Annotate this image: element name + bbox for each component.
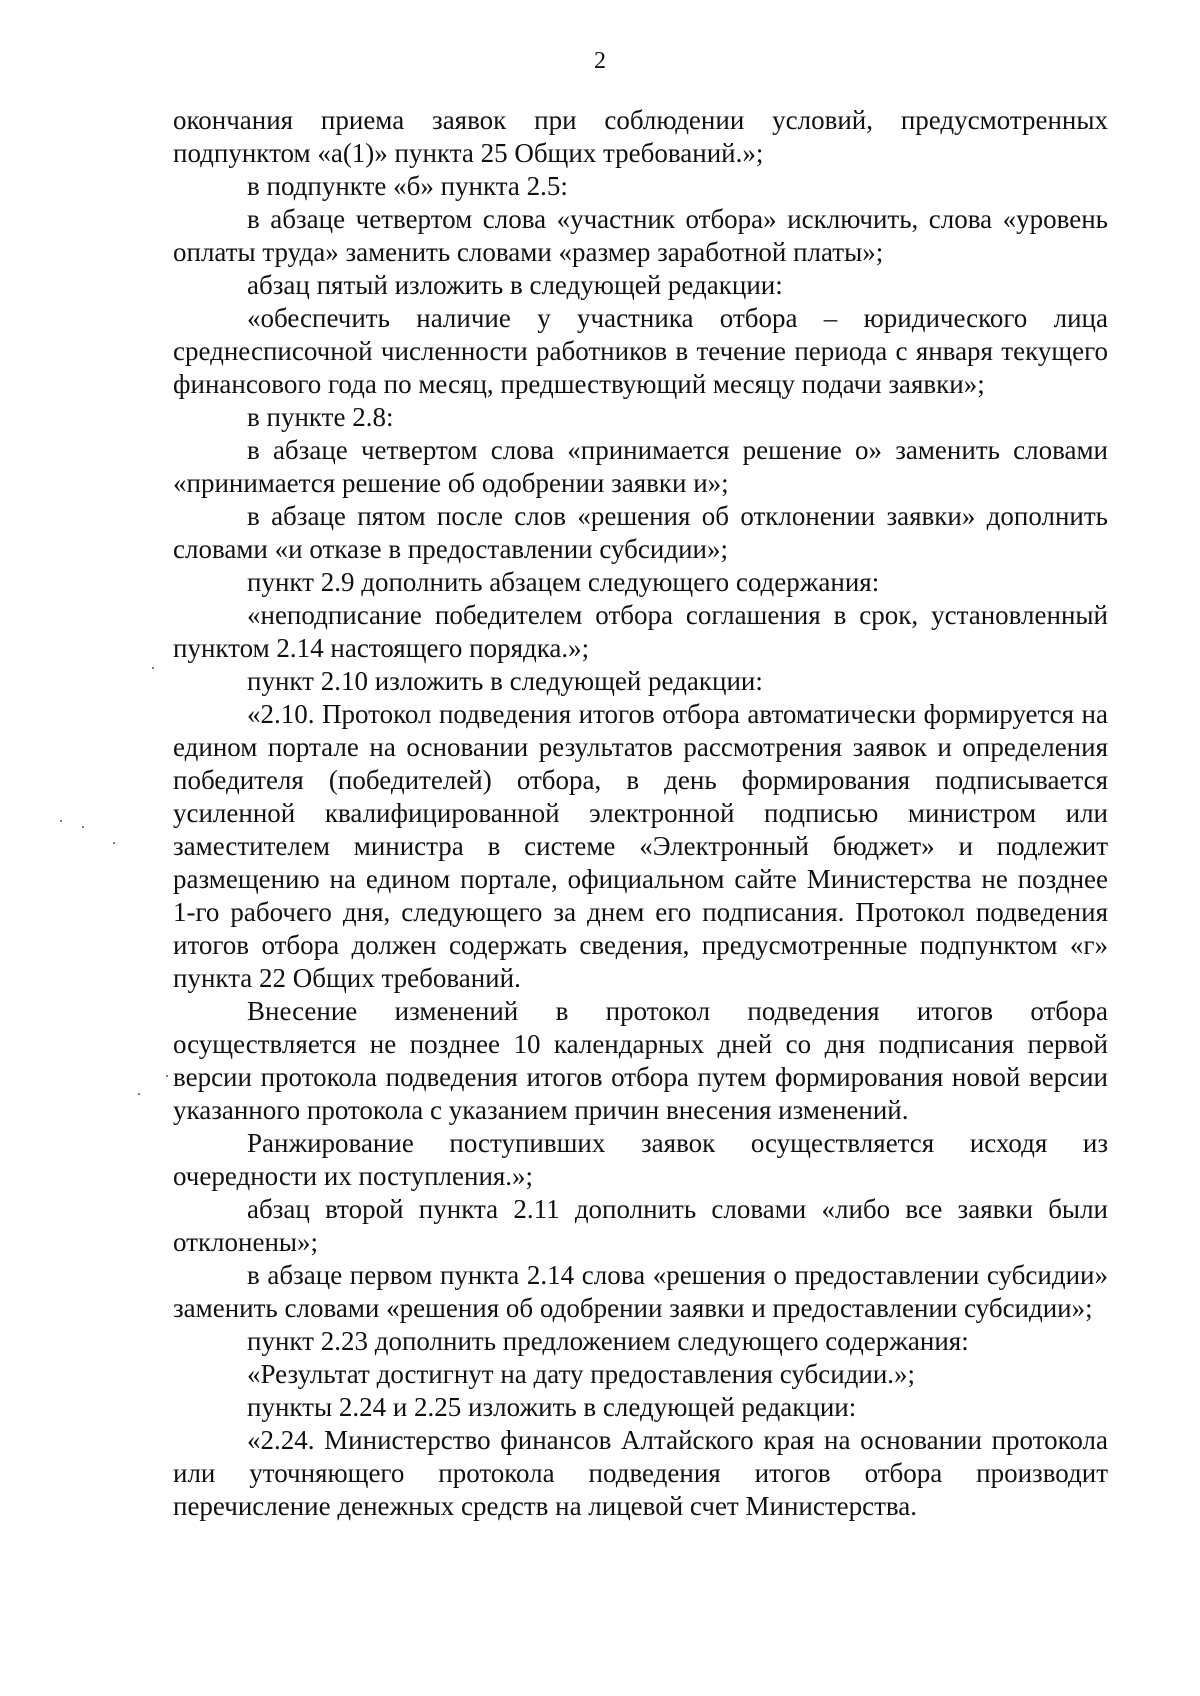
paragraph-continuation: окончания приема заявок при соблюдении условий, предусмотренных подпунктом «а(1)» пункта 25 Общих требований.»;	[173, 105, 1108, 168]
scan-speck	[152, 667, 154, 669]
page-number: 2	[594, 48, 606, 74]
paragraph: Ранжирование поступивших заявок осуществляется исходя из очередности их поступления.»;	[173, 1128, 1108, 1191]
paragraph: пункт 2.9 дополнить абзацем следующего содержания:	[247, 567, 880, 597]
paragraph: абзац второй пункта 2.11 дополнить словами «либо все заявки были отклонены»;	[173, 1194, 1108, 1257]
scan-speck	[82, 826, 84, 828]
scan-speck	[166, 1075, 168, 1077]
paragraph: Внесение изменений в протокол подведения итогов отбора осуществляется не позднее 10 календарных дней со дня подписания первой версии протокола подведения итогов отбора путем формирования новой версии указанного протокола с указанием причин внесения изменений.	[173, 996, 1108, 1125]
paragraph: в абзаце четвертом слова «принимается решение о» заменить словами «принимается решение об одобрении заявки и»;	[173, 435, 1108, 498]
paragraph: «обеспечить наличие у участника отбора – юридического лица среднесписочной численности работников в течение периода с января текущего финансового года по месяц, предшествующий месяцу подачи заявки»;	[173, 303, 1108, 399]
paragraph: в абзаце первом пункта 2.14 слова «решения о предоставлении субсидии» заменить словами «решения об одобрении заявки и предоставлении субсидии»;	[173, 1260, 1108, 1323]
paragraph: пункт 2.10 изложить в следующей редакции:	[247, 666, 763, 696]
scan-speck	[138, 1093, 140, 1095]
scan-speck	[113, 842, 115, 844]
paragraph: «2.10. Протокол подведения итогов отбора автоматически формируется на едином портале на основании результатов рассмотрения заявок и определения победителя (победителей) отбора, в день формирования подписывается усиленной квалифицированной электронной подписью министром или заместителем министра в системе «Электронный бюджет» и подлежит размещению на едином портале, официальном сайте Министерства не позднее 1-го рабочего дня, следующего за днем его подписания. Протокол подведения итогов отбора должен содержать сведения, предусмотренные подпунктом «г» пункта 22 Общих требований.	[173, 699, 1108, 993]
paragraph: «неподписание победителем отбора соглашения в срок, установленный пунктом 2.14 настоящего порядка.»;	[173, 600, 1108, 663]
paragraph: абзац пятый изложить в следующей редакции:	[247, 270, 783, 300]
paragraph: в абзаце пятом после слов «решения об отклонении заявки» дополнить словами «и отказе в предоставлении субсидии»;	[173, 501, 1108, 564]
paragraph: в подпункте «б» пункта 2.5:	[247, 171, 568, 201]
paragraph: в пункте 2.8:	[247, 402, 394, 432]
document-body	[173, 104, 1108, 1523]
paragraph: «2.24. Министерство финансов Алтайского края на основании протокола или уточняющего протокола подведения итогов отбора производит перечисление денежных средств на лицевой счет Министерства.	[173, 1425, 1108, 1521]
paragraph: в абзаце четвертом слова «участник отбора» исключить, слова «уровень оплаты труда» заменить словами «размер заработной платы»;	[173, 204, 1108, 267]
paragraph: «Результат достигнут на дату предоставления субсидии.»;	[247, 1359, 916, 1389]
scan-speck	[60, 820, 62, 822]
paragraph: пункты 2.24 и 2.25 изложить в следующей редакции:	[247, 1392, 857, 1422]
paragraph: пункт 2.23 дополнить предложением следующего содержания:	[247, 1326, 969, 1356]
